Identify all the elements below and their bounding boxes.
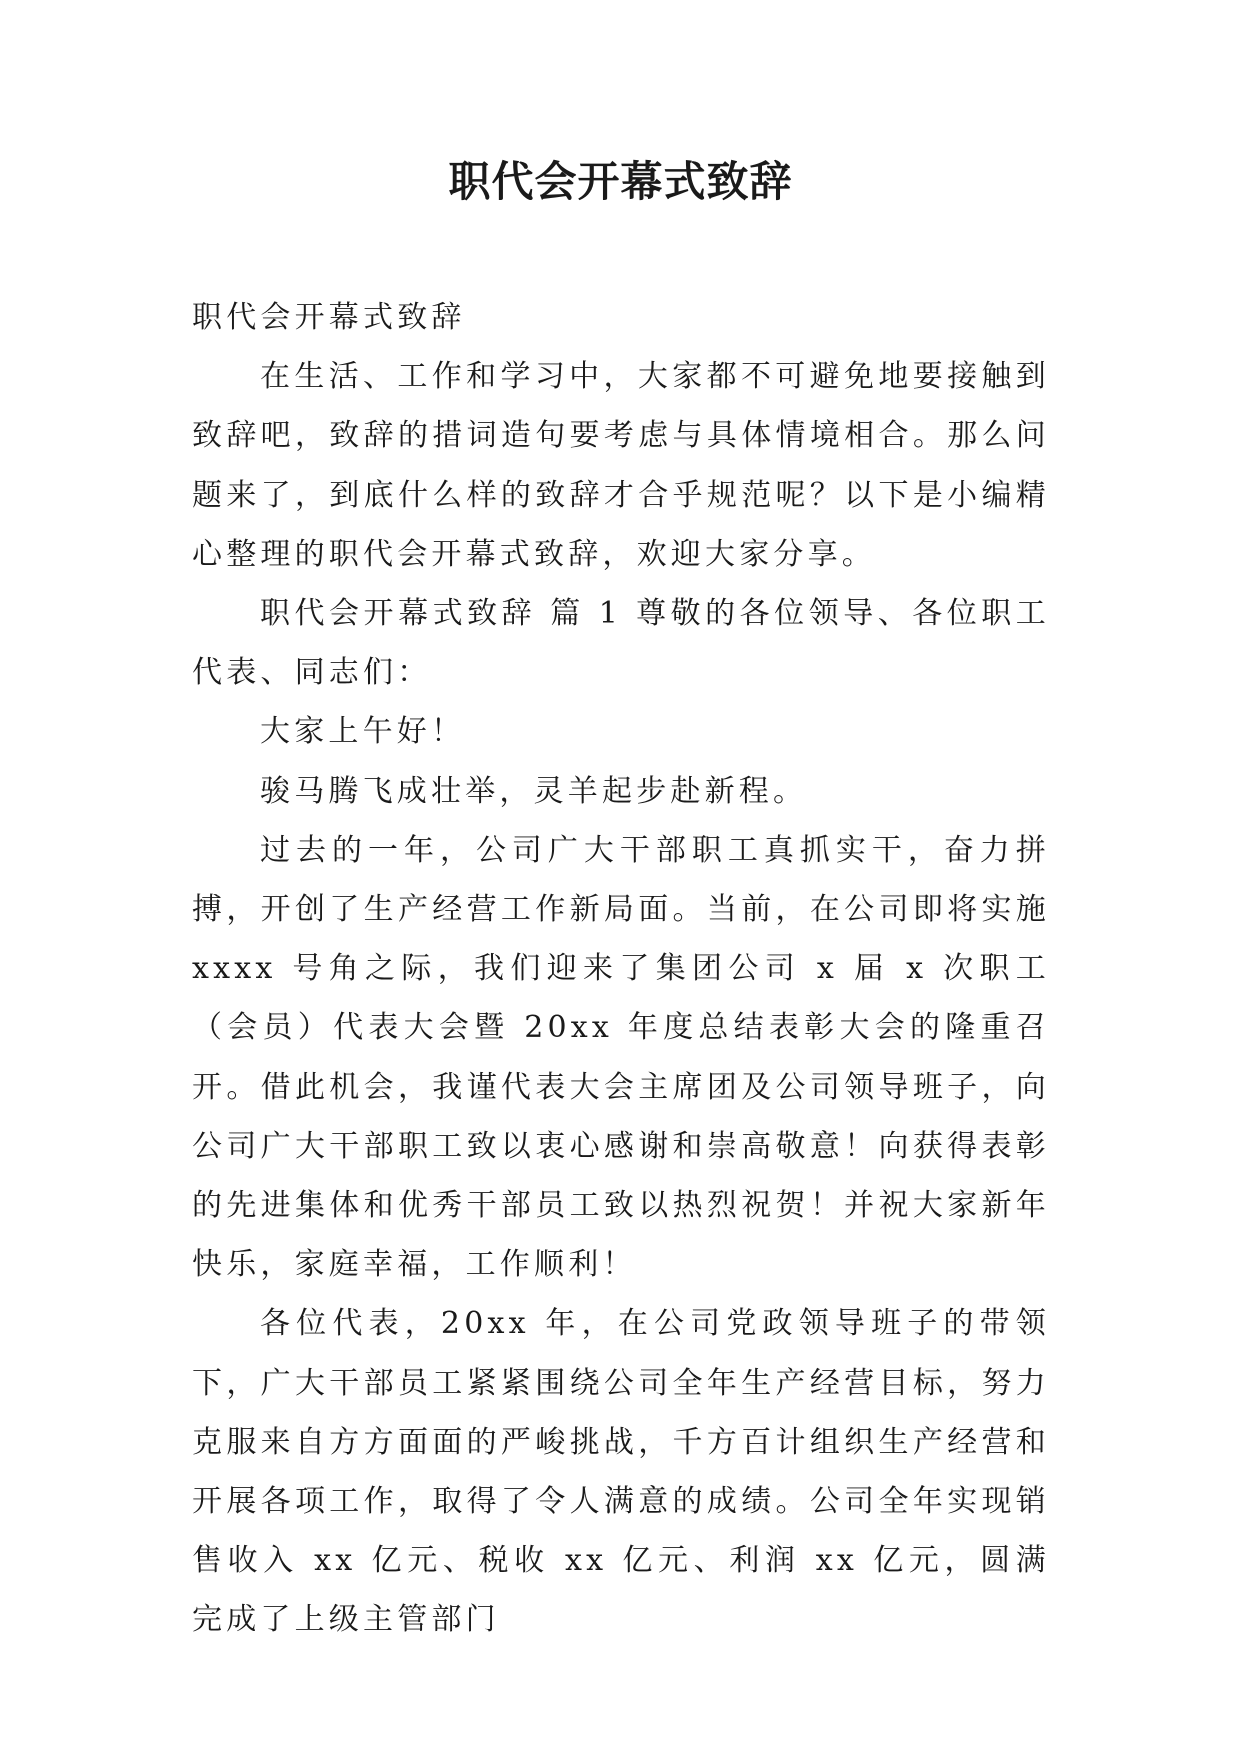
paragraph: 在生活、工作和学习中，大家都不可避免地要接触到致辞吧，致辞的措词造句要考虑与具体情境相合。那么问题来了，到底什么样的致辞才合乎规范呢？以下是小编精心整理的职代会开幕式致辞，欢迎大家分享。 <box>192 359 1050 572</box>
paragraph: 骏马腾飞成壮举，灵羊起步赴新程。 <box>260 773 808 809</box>
paragraph: 大家上午好！ <box>260 714 466 750</box>
paragraph: 职代会开幕式致辞 <box>192 300 466 335</box>
paragraph: 各位代表，20xx 年，在公司党政领导班子的带领下，广大干部员工紧紧围绕公司全年生产经营目标，努力克服来自方方面面的严峻挑战，千方百计组织生产经营和开展各项工作，取得了令人满意的成绩。公司全年实现销售收入 xx 亿元、税收 xx 亿元、利润 xx 亿元，圆满完成了上级主管部门 <box>192 1306 1050 1638</box>
document-title: 职代会开幕式致辞 <box>448 157 793 206</box>
paragraph: 过去的一年，公司广大干部职工真抓实干，奋力拼搏，开创了生产经营工作新局面。当前，在公司即将实施 xxxx 号角之际，我们迎来了集团公司 x 届 x 次职工（会员）代表大会暨 20xx 年度总结表彰大会的隆重召开。借此机会，我谨代表大会主席团及公司领导班子，向公司广大干部职工致以衷心感谢和崇高敬意！向获得表彰的先进集体和优秀干部员工致以热烈祝贺！并祝大家新年快乐，家庭幸福，工作顺利！ <box>192 832 1050 1283</box>
document-body <box>192 288 1050 1650</box>
paragraph: 职代会开幕式致辞 篇 1 尊敬的各位领导、各位职工代表、同志们： <box>192 596 1050 691</box>
